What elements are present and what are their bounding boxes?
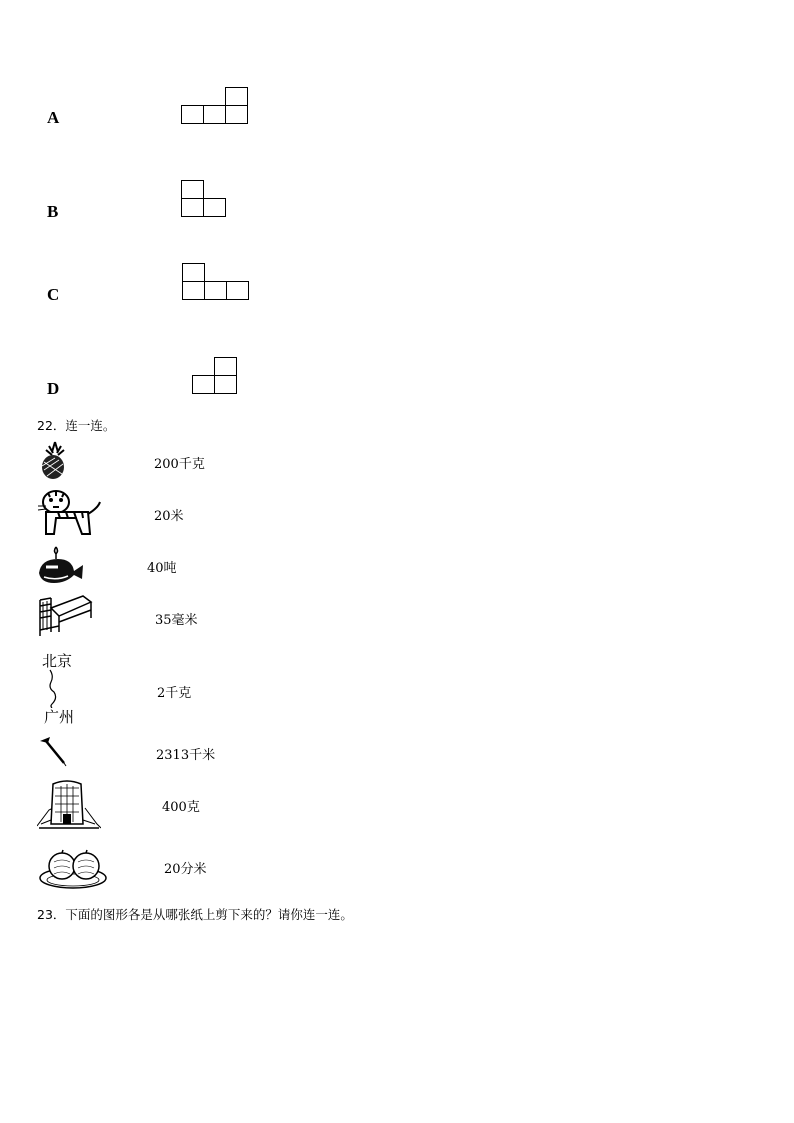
option-letter-b: B [47, 202, 59, 221]
unit-label-1: 200千克 [154, 457, 205, 472]
option-letter-a: A [47, 108, 60, 127]
building-icon [37, 776, 101, 830]
option-b-figure [181, 180, 227, 217]
tiger-icon [36, 488, 102, 538]
unit-label-5: 2千克 [157, 686, 192, 701]
question-22-title: 22．连一连。 [37, 418, 116, 433]
unit-label-7: 400克 [162, 800, 200, 815]
nail-icon [38, 735, 68, 767]
unit-label-6: 2313千米 [156, 748, 216, 763]
option-letter-d: D [47, 379, 60, 398]
apples-plate-icon [38, 848, 108, 890]
map-route-icon [40, 650, 84, 726]
map-label-beijing: 北京 [42, 652, 73, 670]
option-d-figure [192, 357, 238, 394]
question-23-title: 23．下面的图形各是从哪张纸上剪下来的？请你连一连。 [37, 907, 353, 922]
option-a-figure [181, 87, 249, 124]
unit-label-4: 35毫米 [155, 613, 198, 628]
unit-label-3: 40吨 [147, 561, 177, 576]
whale-icon [36, 545, 86, 585]
pineapple-icon [37, 440, 73, 480]
unit-label-8: 20分米 [164, 862, 207, 877]
bed-icon [37, 592, 93, 638]
map-label-guangzhou: 广州 [44, 708, 75, 726]
option-letter-c: C [47, 285, 60, 304]
unit-label-2: 20米 [154, 509, 184, 524]
option-c-figure [182, 263, 250, 300]
